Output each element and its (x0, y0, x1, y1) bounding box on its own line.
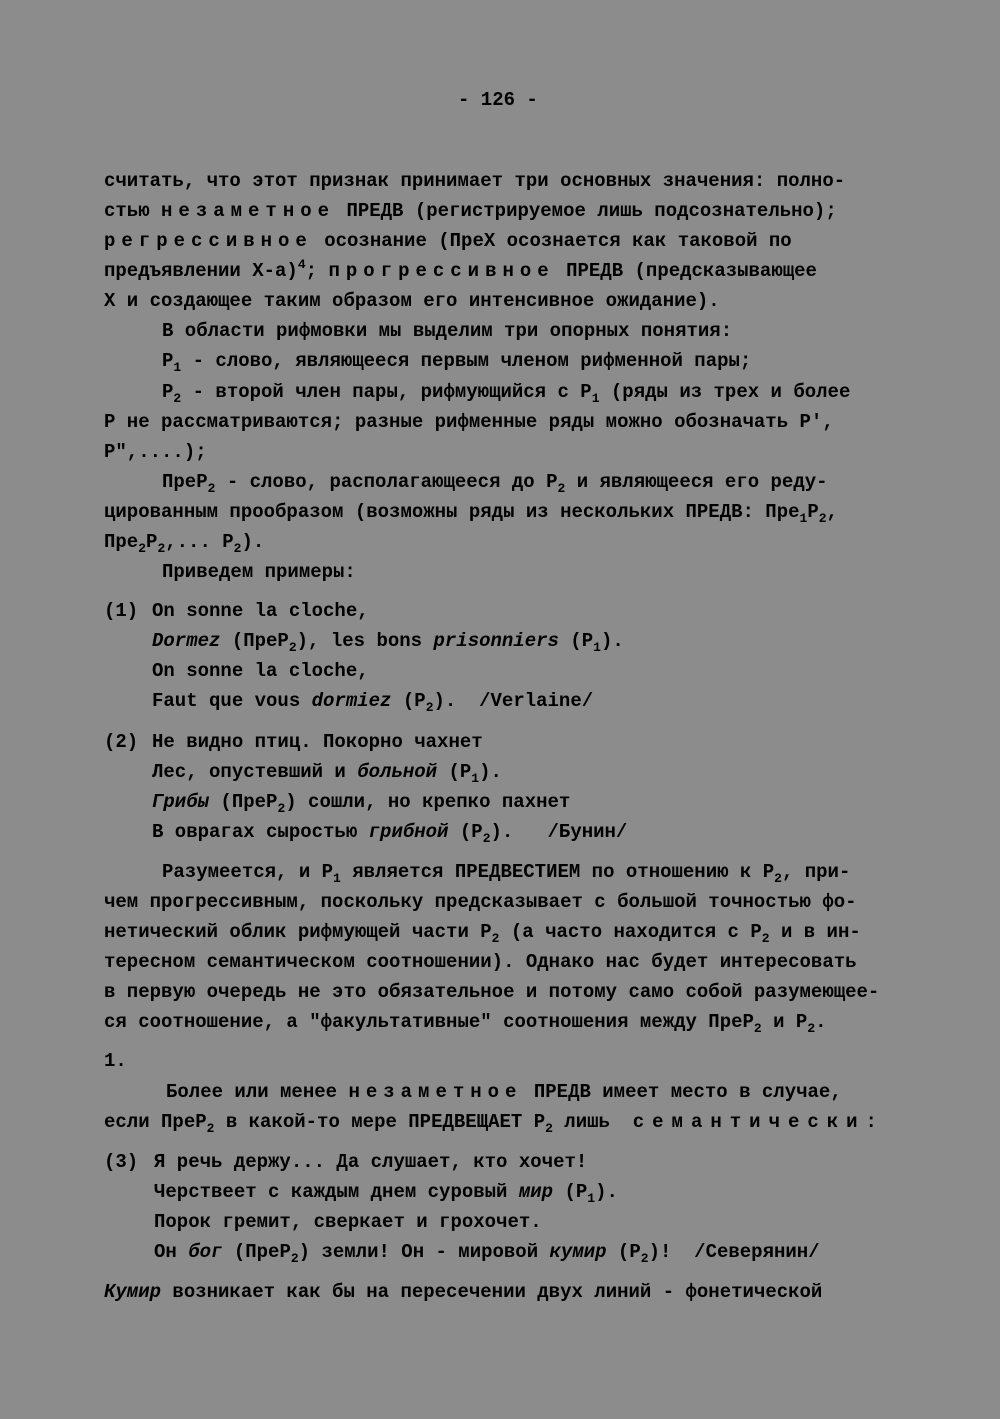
text-line: P",....); (104, 441, 207, 463)
verse-line: Dormez (ПреP$_2$), les bons prisonniers $(P_1)$. (152, 630, 624, 655)
text-line: стью незаметное ПРЕДВ (регистрируемое лишь подсознательно); (104, 200, 837, 222)
example-number: (1) (104, 600, 139, 622)
text-line: тересном семантическом соотношении). Однако нас будет интересовать (104, 951, 857, 973)
text-line: $P_2$ - второй член пары, рифмующийся с $P_1$ (ряды из трех и более (162, 381, 851, 406)
text-line: Кумир возникает как бы на пересечении двух линий - фонетической (104, 1281, 823, 1303)
text-line: Более или менее незаметное ПРЕДВ имеет место в случае, (166, 1081, 842, 1103)
verse-line: Я речь держу... Да слушает, кто хочет! (154, 1151, 588, 1173)
text-line: Приведем примеры: (162, 561, 356, 583)
example-number: (2) (104, 731, 139, 753)
text-line: считать, что этот признак принимает три основных значения: полно- (104, 170, 846, 192)
text-line: Х и создающее таким образом его интенсивное ожидание). (104, 290, 720, 312)
verse-line: Не видно птиц. Покорно чахнет (152, 731, 483, 753)
text-line: цированным прообразом (возможны ряды из нескольких ПРЕДВ: $Пре_1P_2$, (104, 501, 838, 526)
text-line: чем прогрессивным, поскольку предсказывает с большой точностью фо- (104, 891, 857, 913)
verse-line: On sonne la cloche, (152, 600, 369, 622)
verse-line: Он бог (ПреP$_2$) земли! Он - мировой кумир $(P_2)$! /Северянин/ (154, 1241, 820, 1266)
text-line: в первую очередь не это обязательное и потому само собой разумеющее- (104, 981, 880, 1003)
verse-line: Черствеет с каждым днем суровый мир $(P_1)$. (154, 1181, 618, 1206)
text-line: если ПреP$_2$ в какой-то мере ПРЕДВЕЩАЕТ $P_2$ лишь семантически: (104, 1111, 885, 1136)
verse-line: Порок гремит, сверкает и грохочет. (154, 1211, 542, 1233)
text-line: Разумеется, и $P_1$ является ПРЕДВЕСТИЕМ по отношению к $P_2$, при- (162, 861, 851, 886)
text-line: $P_1$ - слово, являющееся первым членом рифменной пары; (162, 350, 752, 375)
section-number: 1. (104, 1050, 127, 1072)
verse-line: В оврагах сыростью грибной $(P_2)$. /Бунин/ (152, 821, 628, 846)
verse-line: Лес, опустевший и больной $(P_1)$. (152, 761, 502, 786)
text-line: регрессивное осознание (ПреХ осознается как таковой по (104, 230, 792, 252)
text-line: нетический облик рифмующей части $P_2$ (а часто находится с $P_2$ и в ин- (104, 921, 861, 946)
text-line: В области рифмовки мы выделим три опорных понятия: (162, 320, 733, 342)
text-line: P не рассматриваются; разные рифменные ряды можно обозначать P', (104, 411, 834, 433)
example-number: (3) (104, 1151, 139, 1173)
text-line: ПреP$_2$ - слово, располагающееся до $P_2$ и являющееся его реду- (162, 471, 828, 496)
page-number: - 126 - (458, 89, 538, 111)
text-line: ся соотношение, а "факультативные" соотношения между ПреP$_2$ и $P_2$. (104, 1011, 827, 1036)
text-line: предъявлении Х-а)$^4$; прогрессивное ПРЕДВ (предсказывающее (104, 257, 817, 282)
verse-line: Faut que vous dormiez $(P_2)$. /Verlaine/ (152, 690, 594, 715)
verse-line: Грибы (ПреP$_2$) сошли, но крепко пахнет (152, 791, 571, 816)
text-line: $Пре_2P_2$,... $P_2$). (104, 531, 265, 556)
verse-line: On sonne la cloche, (152, 660, 369, 682)
